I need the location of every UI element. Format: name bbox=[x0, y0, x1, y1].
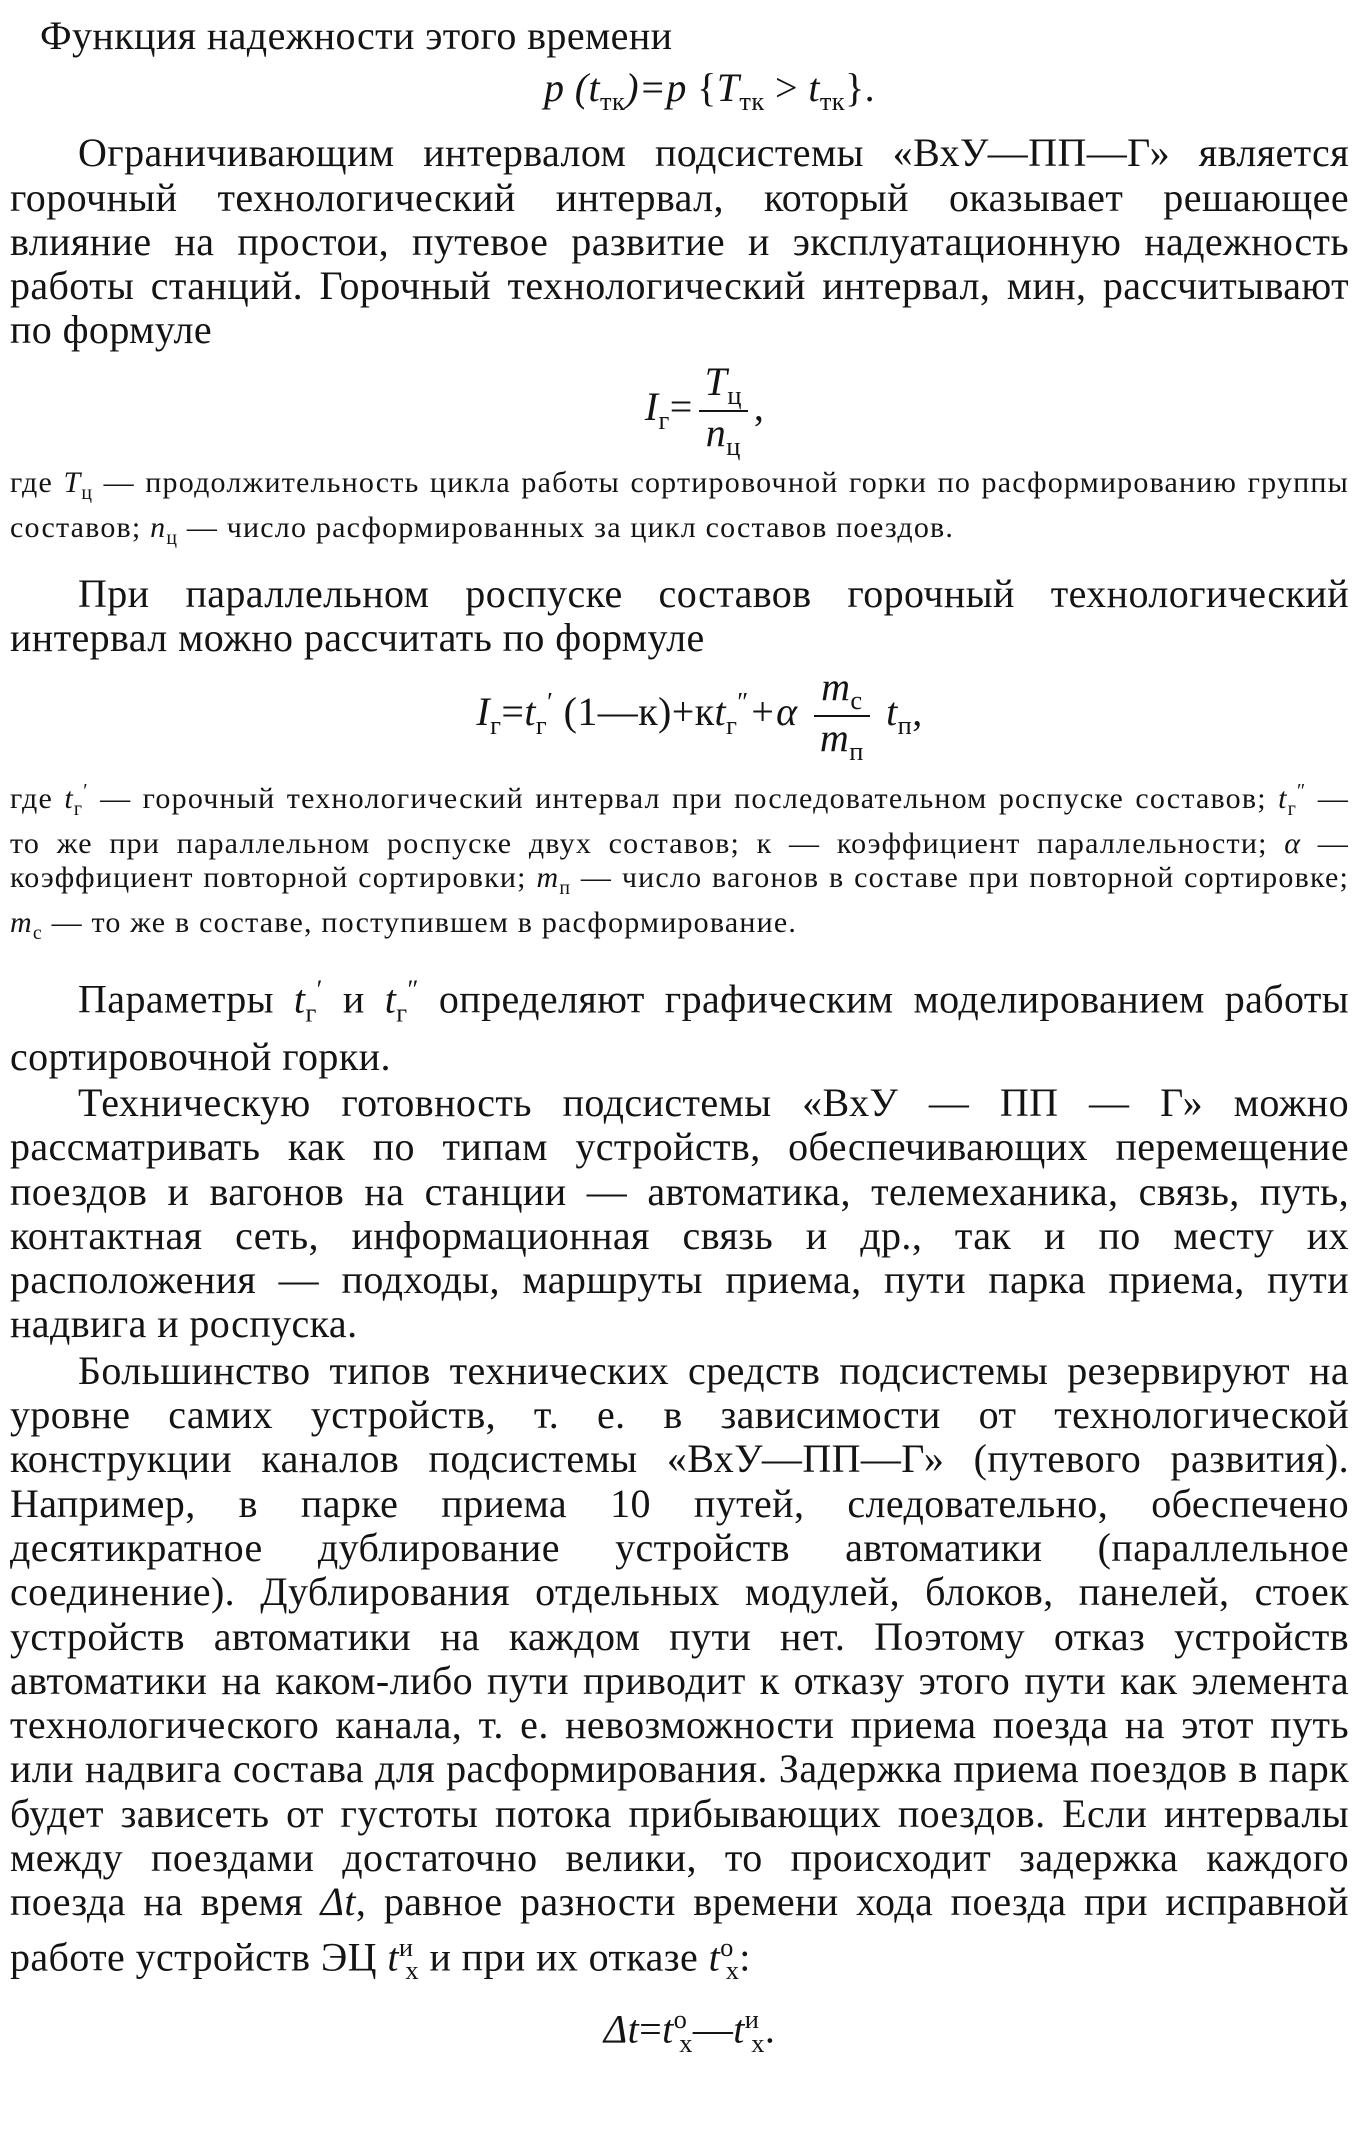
formula-reliability-function: p $(t_{тк})=p$ $\{T_{тк} > t_{тк}\}$. bbox=[543, 65, 876, 117]
note-formula-2: где $T_ц$ — продолжительность цикла работы сортировочной горки по расформированию группы составов; $n_ц$ — число расформированных за цикл составов поездов. bbox=[10, 466, 1350, 550]
formula-hump-interval: $I_г=$ $\frac{T_ц}{n_ц}$ , bbox=[644, 358, 765, 461]
fraction-Tc-nc: $\frac{T_ц}{n_ц}$ bbox=[699, 361, 748, 460]
formula-parallel-interval: $I_г=t_г'$ $(1—к)+кt_г''+\alpha$ $\frac{m_с}{m_п}$ $t_п$, bbox=[476, 664, 923, 767]
paragraph-parameters: Параметры $t_г'$ и $t_г''$ определяют графическим моделированием работы сортировочной горки. bbox=[10, 974, 1350, 1079]
fraction-mc-mp: $\frac{m_с}{m_п}$ bbox=[814, 666, 870, 765]
paragraph-redundancy: Большинство типов технических средств подсистемы резервируют на уровне самих устройств, т. е. в зависимости от технологической конструкции каналов подсистемы «ВхУ—ПП—Г» (путевого развития). Например, в парке приема 10 путей, следовательно, обеспечено десятикратное дублирование устройств автоматики (параллельное соединение). Дублирования отдельных модулей, блоков, панелей, стоек устройств автоматики на каждом пути нет. Поэтому отказ устройств автоматики на каком-либо пути приводит к отказу этого пути как элемента технологического канала, т. е. невозможности приема поезда на этот путь или надвига состава для расформирования. Задержка приема поездов в парк будет зависеть от густоты потока прибывающих поездов. Если интервалы между поездами достаточно велики, то происходит задержка каждого поезда на время Δt, равное разности времени хода поезда при исправной работе устройств ЭЦ $t^и_х$ и при их отказе $t^о_х$: bbox=[10, 1347, 1349, 1985]
paragraph-parallel-dissolution: При параллельном роспуске составов горочный технологический интервал можно рассчитать по формуле bbox=[10, 570, 1349, 661]
formula-delay: $\Delta t=t^о_х—t^и_х$. bbox=[603, 2004, 776, 2058]
paragraph-limiting-interval: Ограничивающим интервалом подсистемы «ВхУ—ПП—Г» является горочный технологический интервал, который оказывает решающее влияние на простои, путевое развитие и эксплуатационную надежность работы станций. Горочный технологический интервал, мин, рассчитывают по формуле bbox=[10, 130, 1349, 353]
note-formula-3: где $t_г'$ — горочный технологический интервал при последовательном роспуске составов; $t_г''$ — то же при параллельном роспуске двух составов; к — коэффициент параллельности; α — коэффициент повторной сортировки; $m_п$ — число вагонов в составе при повторной сортировке; $m_с$ — то же в составе, поступившем в расформирование. bbox=[10, 779, 1350, 945]
paragraph-technical-readiness: Техническую готовность подсистемы «ВхУ — ПП — Г» можно рассматривать как по типам устройств, обеспечивающих перемещение поездов и вагонов на станции — автоматика, телемеханика, связь, путь, контактная сеть, информационная связь и др., так и по месту их расположения — подходы, маршруты приема, пути парка приема, пути надвига и роспуска. bbox=[10, 1079, 1349, 1347]
paragraph-reliability-intro: Функция надежности этого времени bbox=[40, 13, 673, 58]
